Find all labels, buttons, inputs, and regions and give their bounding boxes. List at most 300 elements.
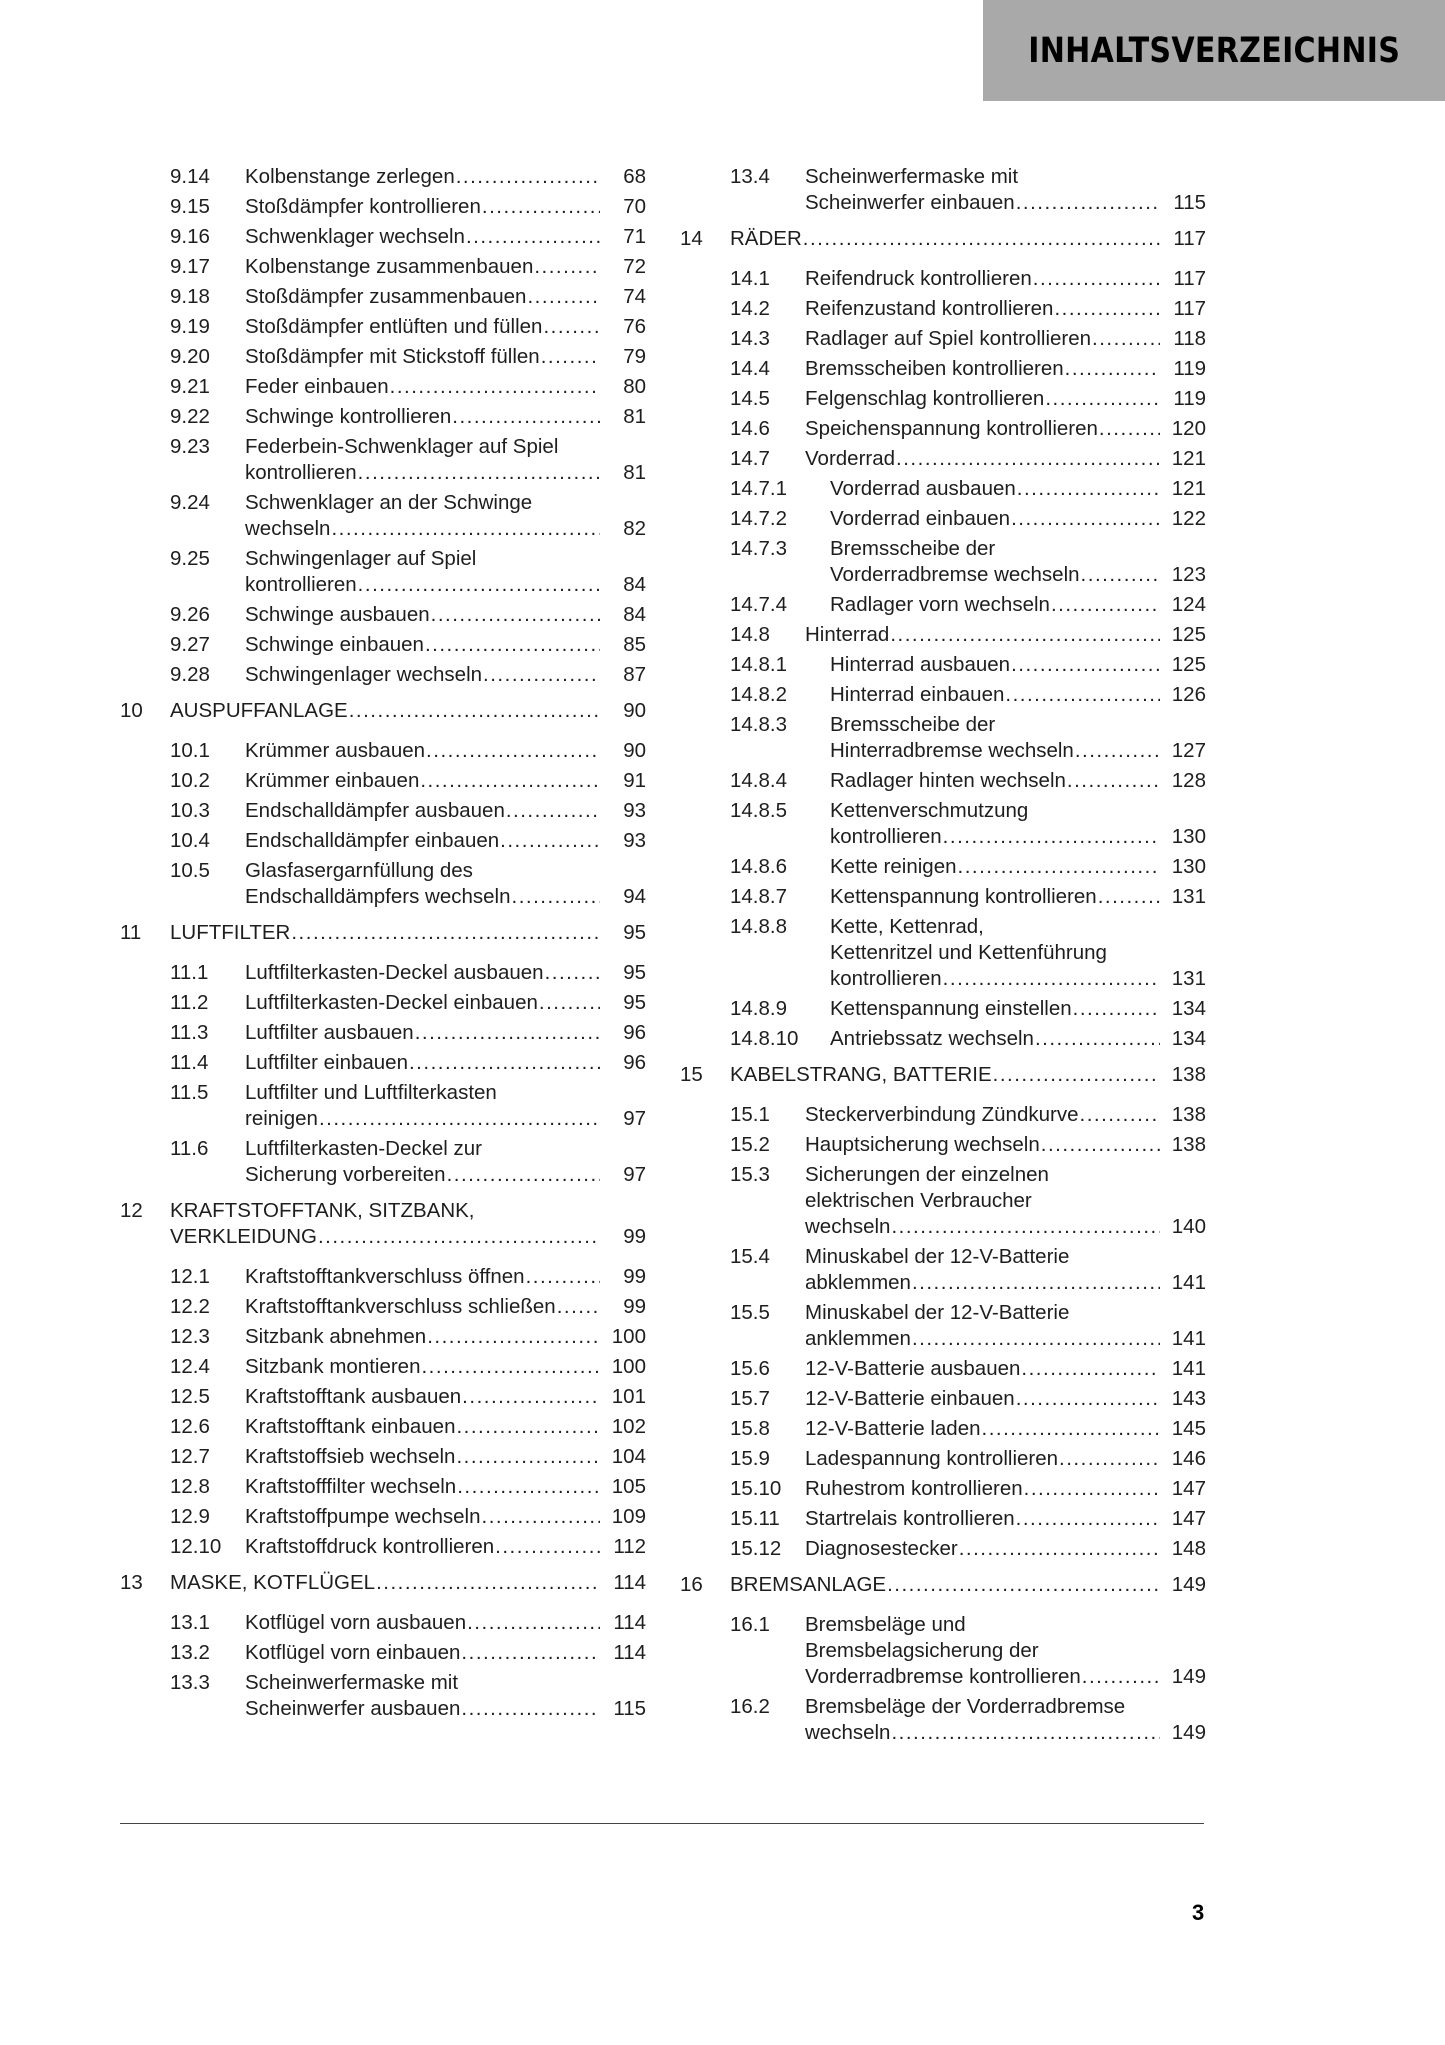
page-number: 3 [1192,1900,1205,1925]
toc-entry[interactable] [680,356,1206,382]
toc-entry-last-line [805,416,1206,442]
toc-entry-last-line [245,602,646,628]
toc-entry[interactable] [680,1102,1206,1128]
toc-entry-last-line [245,460,646,486]
toc-entry-page: 125 [1171,623,1206,646]
toc-entry[interactable] [680,266,1206,292]
toc-entry-page: 147 [1171,1507,1206,1530]
toc-entry[interactable] [680,914,1206,992]
toc-entry-body [805,1386,1206,1412]
toc-entry-last-line [805,1506,1206,1532]
toc-entry[interactable] [120,314,646,340]
toc-entry[interactable] [120,1136,646,1188]
toc-entry-body [245,990,646,1016]
toc-entry[interactable] [120,1670,646,1722]
toc-entry-title-line: Bremsbeläge der Vorderradbremse [805,1695,1126,1718]
toc-entry-title-line: RÄDER [730,227,802,250]
dot-leader [1011,506,1160,532]
toc-entry-title-line: anklemmen [805,1327,911,1350]
toc-chapter-entry[interactable] [120,1570,646,1596]
toc-entry-last-line [245,798,646,824]
toc-entry[interactable] [120,194,646,220]
toc-entry-page: 91 [623,769,646,792]
toc-entry-page: 105 [611,1475,646,1498]
toc-entry-title-line: kontrollieren [245,461,357,484]
toc-entry-title-line: Startrelais kontrollieren [805,1507,1015,1530]
toc-chapter-entry[interactable] [120,1198,646,1250]
dot-leader [415,1020,600,1046]
toc-entry-title-line: Antriebssatz wechseln [830,1027,1034,1050]
toc-entry-body [245,768,646,794]
toc-entry-page: 117 [1173,267,1206,290]
toc-entry-number: 10.3 [170,799,210,822]
toc-entry-page: 90 [623,739,646,762]
toc-entry[interactable] [680,1300,1206,1352]
toc-entry-page: 82 [623,517,646,540]
dot-leader [959,1536,1160,1562]
dot-leader [349,698,600,724]
toc-entry-number: 12 [120,1199,143,1222]
dot-leader [1081,562,1160,588]
dot-leader [1098,884,1160,910]
toc-entry-page: 68 [623,165,646,188]
toc-entry-page: 114 [613,1611,646,1634]
toc-entry[interactable] [120,632,646,658]
dot-leader [483,662,600,688]
toc-entry-number: 12.6 [170,1415,210,1438]
toc-entry-number: 13.2 [170,1641,210,1664]
toc-entry[interactable] [120,1294,646,1320]
toc-entry-last-line [805,266,1206,292]
toc-entry-body [730,1572,1206,1598]
toc-entry[interactable] [120,1354,646,1380]
dot-leader [887,1572,1160,1598]
toc-entry-title-line: Hinterrad [805,623,890,646]
toc-entry[interactable] [680,712,1206,764]
toc-entry-last-line [245,194,646,220]
toc-entry-page: 134 [1171,1027,1206,1050]
toc-entry-last-line [245,828,646,854]
toc-entry-last-line [805,1446,1206,1472]
toc-entry[interactable] [680,416,1206,442]
toc-entry[interactable] [680,164,1206,216]
toc-entry-number: 13.3 [170,1671,210,1694]
toc-entry[interactable] [120,960,646,986]
dot-leader [526,1264,600,1290]
dot-leader [527,284,600,310]
toc-entry-last-line [830,738,1206,764]
toc-entry-title-line: Kotflügel vorn ausbauen [245,1611,467,1634]
toc-entry-title-line: Luftfilter und Luftfilterkasten [245,1081,497,1104]
toc-entry[interactable] [120,798,646,824]
toc-entry[interactable] [680,798,1206,850]
toc-entry-page: 118 [1173,327,1206,350]
toc-entry[interactable] [680,296,1206,322]
toc-entry-page: 117 [1173,297,1206,320]
toc-entry[interactable] [680,996,1206,1022]
toc-entry-number: 9.23 [170,435,210,458]
toc-entry-page: 115 [1173,191,1206,214]
toc-entry[interactable] [120,1640,646,1666]
toc-entry-title-line: Steckerverbindung Zündkurve [805,1103,1079,1126]
toc-entry-last-line [245,1504,646,1530]
toc-entry-number: 11.3 [170,1021,209,1044]
toc-entry[interactable] [680,854,1206,880]
toc-entry-last-line [805,296,1206,322]
toc-entry[interactable] [120,490,646,542]
toc-entry-body [245,858,646,910]
dot-leader [1054,296,1160,322]
toc-entry[interactable] [680,1416,1206,1442]
toc-entry[interactable] [120,1504,646,1530]
toc-entry-number: 15.11 [730,1507,780,1530]
dot-leader [543,314,600,340]
dot-leader [1067,768,1160,794]
toc-entry-body [245,546,646,598]
toc-entry[interactable] [120,768,646,794]
toc-entry-last-line [245,1106,646,1132]
toc-entry-title-line: Reifendruck kontrollieren [805,267,1032,290]
toc-entry-body [805,622,1206,648]
toc-entry-last-line [245,344,646,370]
toc-entry-last-line [830,652,1206,678]
toc-entry-title-line: Kotflügel vorn einbauen [245,1641,461,1664]
toc-entry-page: 72 [623,255,646,278]
dot-leader [457,1474,600,1500]
toc-entry-title-line: Vorderrad ausbauen [830,477,1016,500]
toc-entry-last-line [245,516,646,542]
toc-chapter-entry[interactable] [680,1062,1206,1088]
toc-entry-page: 71 [623,225,646,248]
toc-entry-body [245,404,646,430]
dot-leader [1035,1026,1160,1052]
toc-entry[interactable] [680,1244,1206,1296]
toc-entry-body [830,996,1206,1022]
toc-entry-body [245,434,646,486]
toc-entry-body [245,1354,646,1380]
dot-leader [1092,326,1160,352]
toc-entry[interactable] [120,828,646,854]
toc-entry-title-line: LUFTFILTER [170,921,291,944]
toc-entry[interactable] [680,1612,1206,1690]
toc-entry[interactable] [680,652,1206,678]
toc-entry[interactable] [680,1694,1206,1746]
dot-leader [456,164,600,190]
toc-entry-title-line: Sicherung vorbereiten [245,1163,446,1186]
toc-entry[interactable] [120,434,646,486]
toc-entry-number: 14.8.4 [730,769,787,792]
section-header-box [983,0,1445,101]
toc-entry-number: 10 [120,699,143,722]
toc-entry-title-line: Kettenritzel und Kettenführung [830,941,1107,964]
toc-entry-last-line [245,1640,646,1666]
toc-entry[interactable] [120,990,646,1016]
toc-entry-page: 121 [1171,477,1206,500]
toc-entry-body [170,1198,646,1250]
toc-entry-page: 131 [1171,885,1206,908]
toc-entry-last-line [805,1270,1206,1296]
toc-entry-number: 14.7.4 [730,593,787,616]
toc-entry-title-line: 12-V-Batterie ausbauen [805,1357,1021,1380]
toc-entry-body [805,356,1206,382]
toc-entry-page: 95 [623,921,646,944]
toc-entry-body [245,284,646,310]
toc-chapter-entry[interactable] [120,920,646,946]
toc-entry-title-line: Stoßdämpfer mit Stickstoff füllen [245,345,540,368]
toc-entry-number: 15.10 [730,1477,782,1500]
toc-entry-number: 11.2 [170,991,209,1014]
toc-entry-number: 12.1 [170,1265,210,1288]
toc-entry-number: 14.8.10 [730,1027,799,1050]
toc-chapter-entry[interactable] [120,698,646,724]
toc-entry-body [830,682,1206,708]
toc-entry[interactable] [680,476,1206,502]
toc-entry[interactable] [120,1534,646,1560]
dot-leader [447,1162,600,1188]
toc-entry-page: 130 [1171,855,1206,878]
toc-entry[interactable] [120,546,646,598]
toc-entry[interactable] [120,284,646,310]
toc-entry-last-line [830,884,1206,910]
toc-entry[interactable] [120,1020,646,1046]
toc-entry[interactable] [120,1324,646,1350]
toc-entry-title-line: Scheinwerfermaske mit [245,1671,459,1694]
toc-entry-body [245,1050,646,1076]
toc-entry[interactable] [680,446,1206,472]
toc-entry-title-line: Radlager hinten wechseln [830,769,1066,792]
toc-entry-page: 149 [1171,1721,1206,1744]
toc-entry-page: 149 [1171,1665,1206,1688]
toc-entry-title-line: Schwinge ausbauen [245,603,430,626]
toc-entry-body [805,164,1206,216]
toc-entry[interactable] [680,506,1206,532]
toc-entry[interactable] [120,662,646,688]
toc-entry-title-line: Bremsscheiben kontrollieren [805,357,1064,380]
toc-entry[interactable] [680,768,1206,794]
dot-leader [461,1640,600,1666]
toc-entry[interactable] [120,602,646,628]
toc-entry[interactable] [120,1050,646,1076]
toc-entry-title-line: Diagnosestecker [805,1537,958,1560]
toc-entry[interactable] [120,1384,646,1410]
dot-leader [1099,416,1160,442]
toc-entry-page: 94 [623,885,646,908]
toc-entry-title-line: Endschalldämpfer ausbauen [245,799,505,822]
toc-entry-body [245,164,646,190]
toc-entry-page: 120 [1171,417,1206,440]
dot-leader [426,738,600,764]
toc-entry-page: 99 [623,1295,646,1318]
toc-entry-number: 9.15 [170,195,210,218]
toc-entry[interactable] [680,1386,1206,1412]
toc-entry-number: 13 [120,1571,143,1594]
toc-entry-last-line [805,1132,1206,1158]
toc-entry-body [805,1416,1206,1442]
toc-entry[interactable] [680,536,1206,588]
toc-entry-last-line [245,1294,646,1320]
toc-entry-number: 14 [680,227,703,250]
toc-entry[interactable] [120,1414,646,1440]
dot-leader [1016,1506,1160,1532]
toc-entry-last-line [245,1444,646,1470]
toc-entry[interactable] [120,1444,646,1470]
toc-entry-number: 10.4 [170,829,210,852]
toc-entry-body [805,1536,1206,1562]
dot-leader [1024,1476,1160,1502]
toc-entry[interactable] [120,344,646,370]
toc-entry-number: 14.7.2 [730,507,787,530]
toc-entry-page: 90 [623,699,646,722]
toc-entry-number: 9.14 [170,165,210,188]
toc-entry-page: 146 [1171,1447,1206,1470]
toc-entry-last-line [245,1020,646,1046]
toc-entry-body [830,798,1206,850]
toc-entry-page: 114 [613,1641,646,1664]
dot-leader [1073,996,1160,1022]
toc-entry[interactable] [680,1026,1206,1052]
toc-entry-number: 12.2 [170,1295,210,1318]
toc-entry-body [245,314,646,340]
toc-entry-title-line: Stoßdämpfer kontrollieren [245,195,481,218]
toc-entry-page: 85 [623,633,646,656]
dot-leader [1021,1356,1160,1382]
toc-entry-body [245,798,646,824]
toc-entry-last-line [245,224,646,250]
toc-entry-body [805,296,1206,322]
toc-entry-title-line: Bremsbelagsicherung der [805,1639,1039,1662]
toc-entry-title-line: Kraftstofftank einbauen [245,1415,456,1438]
toc-entry-title-line: Vorderrad [805,447,896,470]
toc-entry-body [830,854,1206,880]
toc-entry-number: 15.9 [730,1447,770,1470]
toc-entry-number: 10.2 [170,769,210,792]
toc-entry-page: 97 [623,1107,646,1130]
toc-entry[interactable] [120,1610,646,1636]
toc-entry-title-line: Schwinge kontrollieren [245,405,452,428]
toc-entry[interactable] [680,1446,1206,1472]
toc-entry[interactable] [120,1080,646,1132]
toc-entry-page: 143 [1171,1387,1206,1410]
toc-entry-number: 14.2 [730,297,770,320]
toc-entry[interactable] [680,386,1206,412]
toc-entry[interactable] [680,1506,1206,1532]
toc-entry-number: 12.4 [170,1355,210,1378]
toc-entry-title-line: elektrischen Verbraucher [805,1189,1032,1212]
toc-entry-page: 147 [1171,1477,1206,1500]
toc-entry-page: 93 [623,799,646,822]
toc-entry[interactable] [680,1162,1206,1240]
toc-entry-number: 16 [680,1573,703,1596]
toc-entry[interactable] [120,254,646,280]
toc-entry[interactable] [680,622,1206,648]
toc-entry-page: 99 [623,1225,646,1248]
toc-entry-number: 15.3 [730,1163,770,1186]
toc-entry[interactable] [680,592,1206,618]
dot-leader [1033,266,1160,292]
dot-leader [1080,1102,1161,1128]
toc-entry-page: 130 [1171,825,1206,848]
toc-entry[interactable] [120,224,646,250]
dot-leader [318,1224,600,1250]
toc-entry-page: 138 [1171,1133,1206,1156]
toc-entry-title-line: Kraftstoffpumpe wechseln [245,1505,481,1528]
toc-entry-title-line: Hauptsicherung wechseln [805,1133,1040,1156]
dot-leader [1045,386,1160,412]
toc-entry-number: 14.8.7 [730,885,787,908]
toc-entry-last-line [830,768,1206,794]
toc-entry-number: 14.8.1 [730,653,787,676]
toc-entry-body [245,1670,646,1722]
toc-entry-title-line: Reifenzustand kontrollieren [805,297,1054,320]
toc-entry-body [245,1264,646,1290]
toc-entry-page: 81 [623,405,646,428]
toc-entry-body [805,1446,1206,1472]
toc-entry-body [170,1570,646,1596]
toc-entry-page: 141 [1171,1357,1206,1380]
toc-entry-page: 127 [1171,739,1206,762]
toc-entry-number: 15.12 [730,1537,782,1560]
toc-entry[interactable] [680,1132,1206,1158]
toc-entry-last-line [805,1476,1206,1502]
toc-entry-body [805,386,1206,412]
dot-leader [506,798,600,824]
toc-entry-last-line [805,1386,1206,1412]
toc-entry[interactable] [120,404,646,430]
toc-entry-body [805,446,1206,472]
toc-entry[interactable] [120,1264,646,1290]
toc-entry-last-line [245,1696,646,1722]
toc-column-right [680,164,1206,1750]
dot-leader [1011,652,1160,678]
toc-entry[interactable] [120,1474,646,1500]
toc-entry-page: 138 [1171,1103,1206,1126]
toc-entry-page: 148 [1171,1537,1206,1560]
toc-entry[interactable] [680,1356,1206,1382]
toc-entry-number: 9.25 [170,547,210,570]
toc-entry-number: 15.6 [730,1357,770,1380]
toc-entry[interactable] [680,682,1206,708]
toc-entry-number: 15.7 [730,1387,770,1410]
toc-entry-body [245,738,646,764]
toc-entry[interactable] [680,1476,1206,1502]
toc-entry-page: 84 [623,573,646,596]
dot-leader [500,828,600,854]
toc-entry-number: 14.4 [730,357,770,380]
toc-chapter-entry[interactable] [680,226,1206,252]
toc-entry-last-line [245,314,646,340]
toc-entry[interactable] [680,1536,1206,1562]
dot-leader [420,768,600,794]
toc-entry-title-line: Schwenklager wechseln [245,225,465,248]
toc-entry[interactable] [120,858,646,910]
toc-entry-last-line [730,226,1206,252]
toc-entry-number: 15.8 [730,1417,770,1440]
toc-entry[interactable] [680,326,1206,352]
toc-entry[interactable] [120,374,646,400]
toc-entry[interactable] [120,164,646,190]
toc-entry-last-line [170,1570,646,1596]
toc-entry[interactable] [120,738,646,764]
toc-entry-number: 11.1 [170,961,209,984]
toc-chapter-entry[interactable] [680,1572,1206,1598]
toc-entry-last-line [245,164,646,190]
dot-leader [545,960,600,986]
toc-entry-page: 109 [611,1505,646,1528]
dot-leader [943,966,1160,992]
toc-entry-page: 119 [1173,357,1206,380]
toc-entry-body [245,1294,646,1320]
toc-entry[interactable] [680,884,1206,910]
